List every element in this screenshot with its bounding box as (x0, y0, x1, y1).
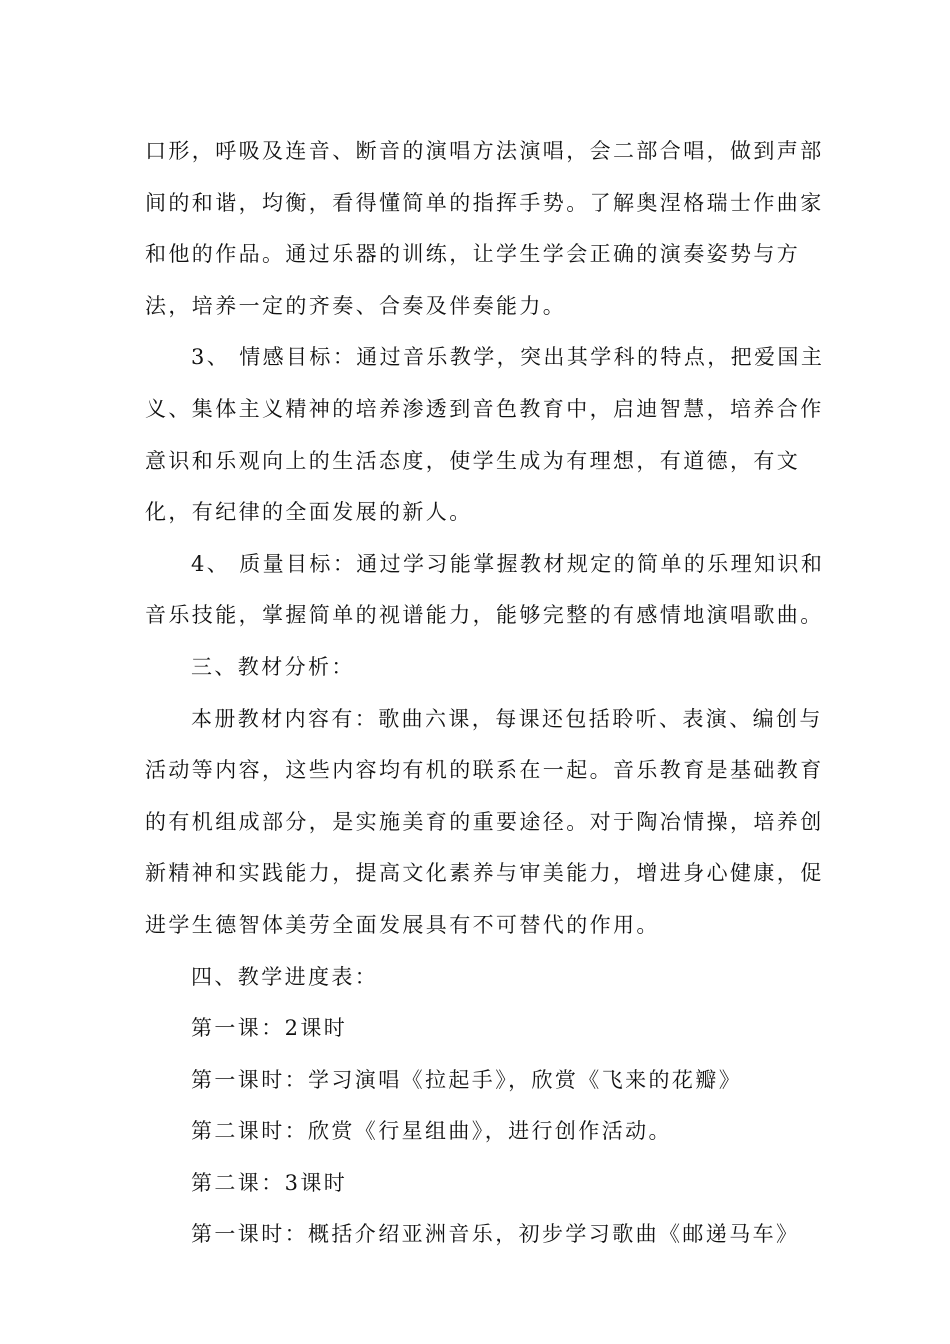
heading-text: 三、教材分析： (191, 654, 355, 679)
text-line: 的有机组成部分，是实施美育的重要途径。对于陶冶情操，培养创 (145, 809, 824, 834)
text-line: 音乐技能，掌握简单的视谱能力，能够完整的有感情地演唱歌曲。 (145, 603, 824, 628)
text-line: 化，有纪律的全面发展的新人。 (145, 500, 473, 525)
text-line: 活动等内容，这些内容均有机的联系在一起。音乐教育是基础教育 (145, 758, 824, 783)
text-line: 意识和乐观向上的生活态度，使学生成为有理想，有道德，有文 (145, 448, 801, 473)
schedule-lesson-1-period-2 (145, 1106, 815, 1158)
text-line: 间的和谐，均衡，看得懂简单的指挥手势。了解奥涅格瑞士作曲家 (145, 190, 824, 215)
schedule-lesson-2 (145, 1158, 815, 1210)
paragraph-emotion-goal (145, 332, 825, 538)
text-line: 4、 质量目标：通过学习能掌握教材规定的简单的乐理知识和 (191, 551, 825, 576)
text-line: 进学生德智体美劳全面发展具有不可替代的作用。 (145, 912, 660, 937)
text-line: 第一课：2课时 (191, 1016, 348, 1041)
text-line: 口形，呼吸及连音、断音的演唱方法演唱，会二部合唱，做到声部 (145, 139, 824, 163)
document-body (145, 126, 825, 1261)
section-heading-schedule (145, 952, 815, 1004)
section-heading-textbook-analysis (145, 642, 815, 694)
text-line: 第二课：3课时 (191, 1170, 348, 1195)
schedule-lesson-1-period-1 (145, 1055, 815, 1107)
text-line: 本册教材内容有：歌曲六课，每课还包括聆听、表演、编创与 (191, 706, 823, 731)
paragraph-quality-goal (145, 539, 825, 642)
paragraph-textbook-analysis (145, 694, 824, 952)
schedule-lesson-1 (145, 1003, 815, 1055)
text-line: 义、集体主义精神的培养渗透到音色教育中，启迪智慧，培养合作 (145, 396, 824, 421)
paragraph-skill-goal-continued (145, 126, 824, 332)
text-line: 第二课时：欣赏《行星组曲》，进行创作活动。 (191, 1119, 672, 1144)
text-line: 3、 情感目标：通过音乐教学，突出其学科的特点，把爱国主 (191, 345, 825, 370)
text-line: 和他的作品。通过乐器的训练，让学生学会正确的演奏姿势与方 (145, 242, 801, 267)
text-line: 法，培养一定的齐奏、合奏及伴奏能力。 (145, 293, 567, 318)
text-line: 新精神和实践能力，提高文化素养与审美能力，增进身心健康，促 (145, 861, 824, 886)
schedule-lesson-2-period-1 (145, 1209, 815, 1261)
heading-text: 四、教学进度表： (191, 964, 379, 989)
text-line: 第一课时：概括介绍亚洲音乐，初步学习歌曲《邮递马车》 (191, 1222, 800, 1247)
text-line: 第一课时：学习演唱《拉起手》，欣赏《飞来的花瓣》 (191, 1067, 743, 1092)
